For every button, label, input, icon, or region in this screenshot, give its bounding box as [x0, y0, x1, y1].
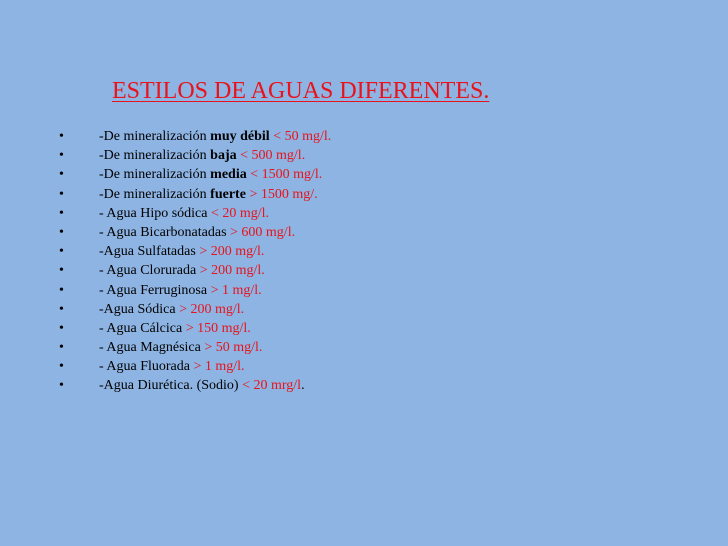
- list-item-tail: .: [301, 378, 305, 394]
- bullet-icon: •: [59, 301, 64, 317]
- list-item-value: < 500 mg/l.: [236, 148, 306, 164]
- list-item-value: < 1500 mg/l.: [246, 167, 323, 183]
- list-item-label: -De mineralización: [99, 129, 211, 144]
- bullet-icon: •: [59, 378, 64, 394]
- list-item-value: > 600 mg/l.: [226, 224, 296, 240]
- list-item-content: [99, 338, 262, 357]
- list-item-value: < 20 mrg/l: [238, 378, 302, 394]
- list-item-content: [99, 165, 322, 184]
- list-item-content: [99, 376, 305, 395]
- list-item-emphasis: media: [210, 167, 247, 183]
- list-item-content: [99, 319, 251, 338]
- list-item-value: < 50 mg/l.: [269, 129, 332, 144]
- list-item-emphasis: baja: [210, 148, 237, 164]
- list-item-label: -De mineralización: [99, 148, 211, 164]
- bullet-icon: •: [59, 186, 64, 202]
- list-item-content: [99, 185, 318, 204]
- slide-title: ESTILOS DE AGUAS DIFERENTES.: [112, 78, 490, 104]
- list-item-label: - Agua Magnésica: [99, 340, 201, 356]
- bullet-icon: •: [59, 167, 64, 183]
- list-item-emphasis: muy débil: [210, 129, 270, 144]
- list-item-label: - Agua Bicarbonatadas: [99, 224, 227, 240]
- list-item-value: > 1500 mg/.: [245, 186, 318, 202]
- bullet-icon: •: [59, 129, 64, 144]
- list-item-label: - Agua Clorurada: [99, 263, 197, 279]
- list-item-content: [99, 146, 305, 165]
- bullet-icon: •: [59, 263, 64, 279]
- list-item-value: > 150 mg/l.: [182, 320, 251, 336]
- bullet-icon: •: [59, 224, 64, 240]
- bullet-icon: •: [59, 205, 64, 221]
- list-item-value: > 200 mg/l.: [196, 263, 265, 279]
- bullet-icon: •: [59, 282, 64, 298]
- list-item-value: > 1 mg/l.: [189, 359, 245, 375]
- bullet-icon: •: [59, 244, 64, 260]
- list-item-label: -Agua Diurética. (Sodio): [99, 378, 239, 394]
- list-item-label: - Agua Hipo sódica: [99, 205, 208, 221]
- bullet-icon: •: [59, 320, 64, 336]
- list-item-value: > 200 mg/l.: [175, 301, 245, 317]
- list-item-content: [99, 357, 245, 376]
- list-item-label: - Agua Ferruginosa: [99, 282, 208, 298]
- list-item-label: -Agua Sulfatadas: [99, 244, 196, 260]
- bullet-icon: •: [59, 148, 64, 164]
- list-item-content: [99, 300, 244, 319]
- list-item-content: [99, 242, 264, 261]
- list-item-content: [99, 223, 295, 242]
- list-item-content: [99, 261, 265, 280]
- list-item-label: -Agua Sódica: [99, 301, 176, 317]
- list-item-content: [99, 127, 331, 146]
- list-item-value: > 1 mg/l.: [207, 282, 262, 298]
- bullet-icon: •: [59, 340, 64, 356]
- list-item-label: -De mineralización: [99, 186, 211, 202]
- list-item-value: < 20 mg/l.: [207, 205, 270, 221]
- list-item-label: -De mineralización: [99, 167, 211, 183]
- list-item-label: - Agua Cálcica: [99, 320, 183, 336]
- list-item-value: > 50 mg/l.: [200, 340, 263, 356]
- list-item-content: [99, 281, 262, 300]
- list-item-label: - Agua Fluorada: [99, 359, 190, 375]
- list-item-value: > 200 mg/l.: [195, 244, 265, 260]
- list-item-content: [99, 204, 269, 223]
- list-item-emphasis: fuerte: [210, 186, 246, 202]
- bullet-icon: •: [59, 359, 64, 375]
